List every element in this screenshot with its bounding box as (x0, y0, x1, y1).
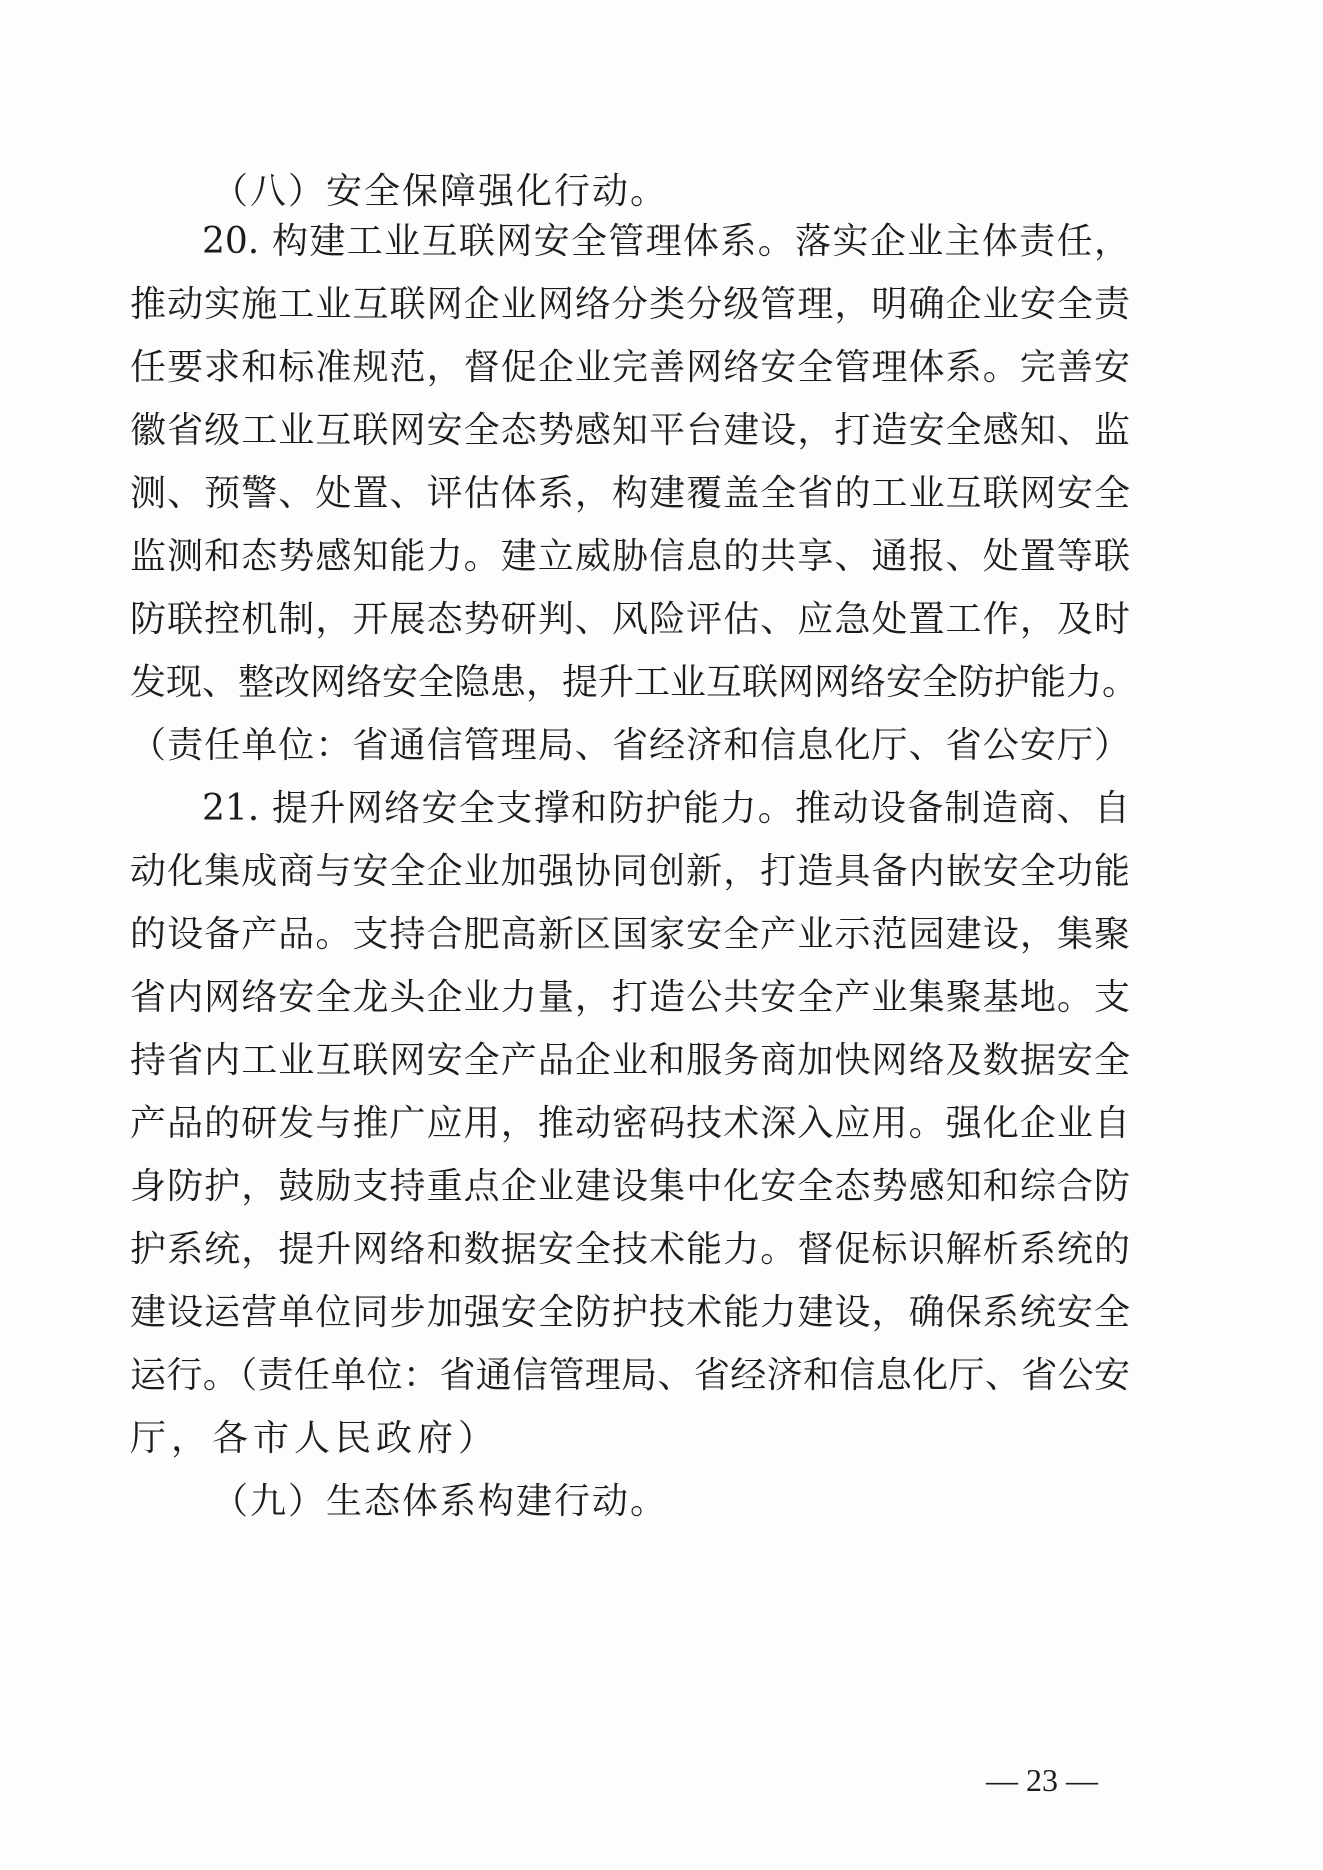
paragraph-line: 持省内工业互联网安全产品企业和服务商加快网络及数据安全 (130, 1040, 1130, 1081)
paragraph-line: 动化集成商与安全企业加强协同创新，打造具备内嵌安全功能 (130, 851, 1130, 892)
paragraph-line: 护系统，提升网络和数据安全技术能力。督促标识解析系统的 (130, 1229, 1130, 1270)
paragraph-line: 发现、整改网络安全隐患，提升工业互联网网络安全防护能力。 (130, 662, 1139, 703)
paragraph-line: 建设运营单位同步加强安全防护技术能力建设，确保系统安全 (130, 1292, 1130, 1333)
paragraph-line: 20. 构建工业互联网安全管理体系。落实企业主体责任， (202, 221, 1130, 262)
paragraph-line: 监测和态势感知能力。建立威胁信息的共享、通报、处置等联 (130, 536, 1130, 577)
paragraph-line: 身防护，鼓励支持重点企业建设集中化安全态势感知和综合防 (130, 1166, 1130, 1207)
paragraph-line: 的设备产品。支持合肥高新区国家安全产业示范园建设，集聚 (130, 914, 1130, 955)
paragraph-line: （责任单位：省通信管理局、省经济和信息化厅、省公安厅） (130, 725, 1130, 766)
paragraph-line: 任要求和标准规范，督促企业完善网络安全管理体系。完善安 (130, 347, 1130, 388)
page-number: — 23 — (986, 1762, 1098, 1798)
paragraph-line: 防联控机制，开展态势研判、风险评估、应急处置工作，及时 (130, 599, 1130, 640)
section-heading-9: （九）生态体系构建行动。 (212, 1481, 669, 1522)
section-heading-8: （八）安全保障强化行动。 (212, 171, 669, 212)
paragraph-line: 测、预警、处置、评估体系，构建覆盖全省的工业互联网安全 (130, 473, 1130, 514)
paragraph-line: 运行。（责任单位：省通信管理局、省经济和信息化厅、省公安 (130, 1355, 1130, 1396)
paragraph-line: 厅，各市人民政府） (130, 1418, 500, 1459)
paragraph-line: 21. 提升网络安全支撑和防护能力。推动设备制造商、自 (202, 788, 1130, 829)
paragraph-line: 徽省级工业互联网安全态势感知平台建设，打造安全感知、监 (130, 410, 1130, 451)
paragraph-line: 产品的研发与推广应用，推动密码技术深入应用。强化企业自 (130, 1103, 1130, 1144)
paragraph-line: 推动实施工业互联网企业网络分类分级管理，明确企业安全责 (130, 284, 1130, 325)
paragraph-line: 省内网络安全龙头企业力量，打造公共安全产业集聚基地。支 (130, 977, 1130, 1018)
